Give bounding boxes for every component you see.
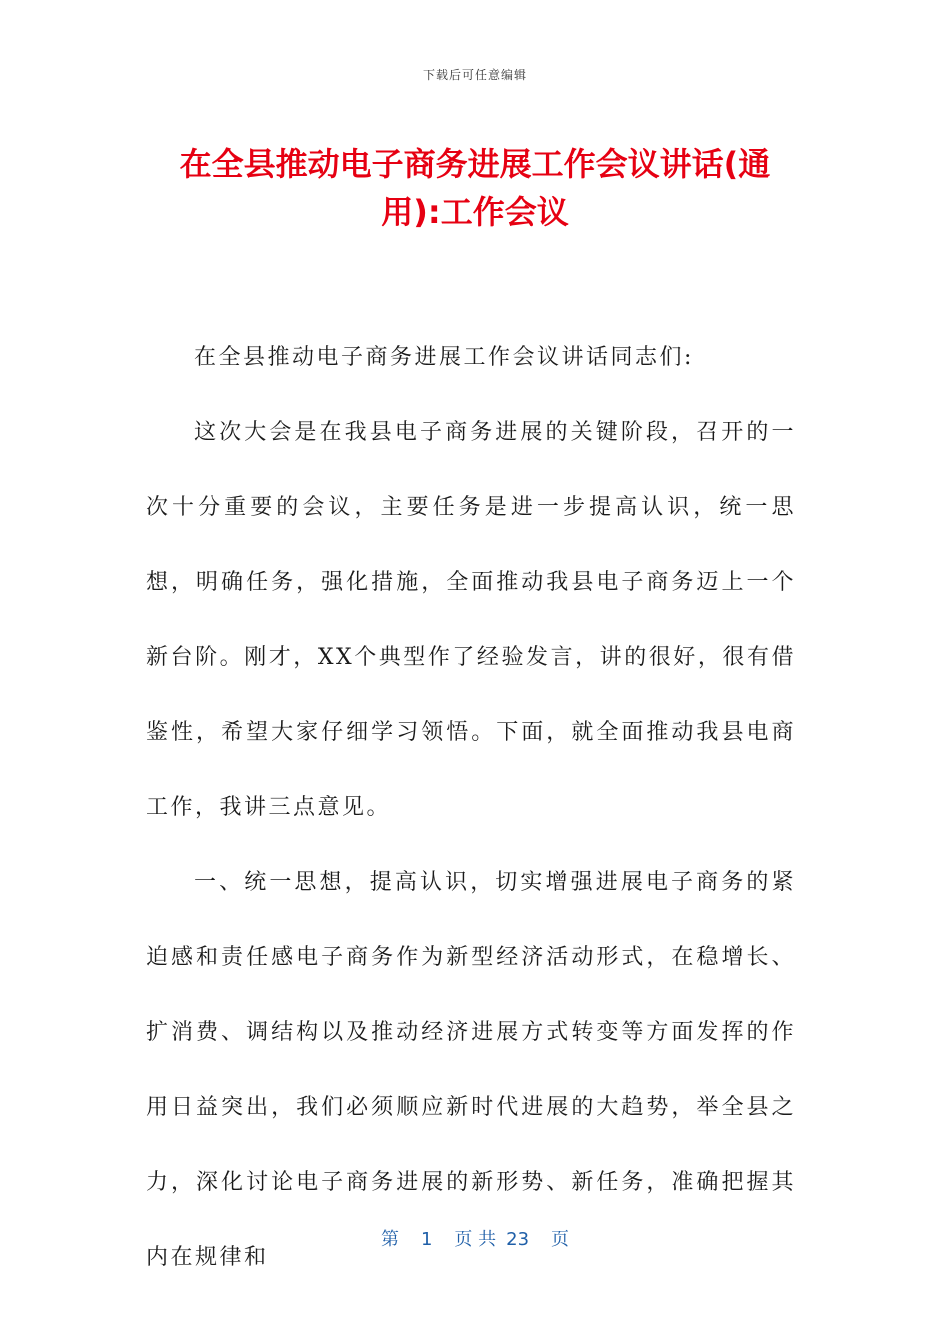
page-footer — [0, 1225, 950, 1251]
footer-page-mid: 页 共 — [454, 1229, 497, 1250]
document-body — [146, 320, 796, 1295]
footer-page-suffix: 页 — [551, 1229, 570, 1250]
paragraph-greeting: 在全县推动电子商务进展工作会议讲话同志们: — [194, 345, 694, 370]
header-note: 下载后可任意编辑 — [422, 68, 527, 82]
footer-page-prefix: 第 — [380, 1229, 399, 1250]
paragraph-section-one: 一、统一思想，提高认识，切实增强进展电子商务的紧迫感和责任感电子商务作为新型经济活动形式，在稳增长、扩消费、调结构以及推动经济进展方式转变等方面发挥的作用日益突出，我们必须顺应新时代进展的大趋势，举全县之力，深化讨论电子商务进展的新形势、新任务，准确把握其内在规律和 — [146, 870, 796, 1270]
footer-page-number: 1 — [420, 1229, 433, 1250]
paragraph-intro: 这次大会是在我县电子商务进展的关键阶段，召开的一次十分重要的会议，主要任务是进一步提高认识，统一思想，明确任务，强化措施，全面推动我县电子商务迈上一个新台阶。刚才，XX个典型作了经验发言，讲的很好，很有借鉴性，希望大家仔细学习领悟。下面，就全面推动我县电商工作，我讲三点意见。 — [146, 420, 796, 820]
document-title: 在全县推动电子商务进展工作会议讲话(通用):工作会议 — [179, 145, 771, 231]
footer-total-pages: 23 — [506, 1229, 530, 1250]
